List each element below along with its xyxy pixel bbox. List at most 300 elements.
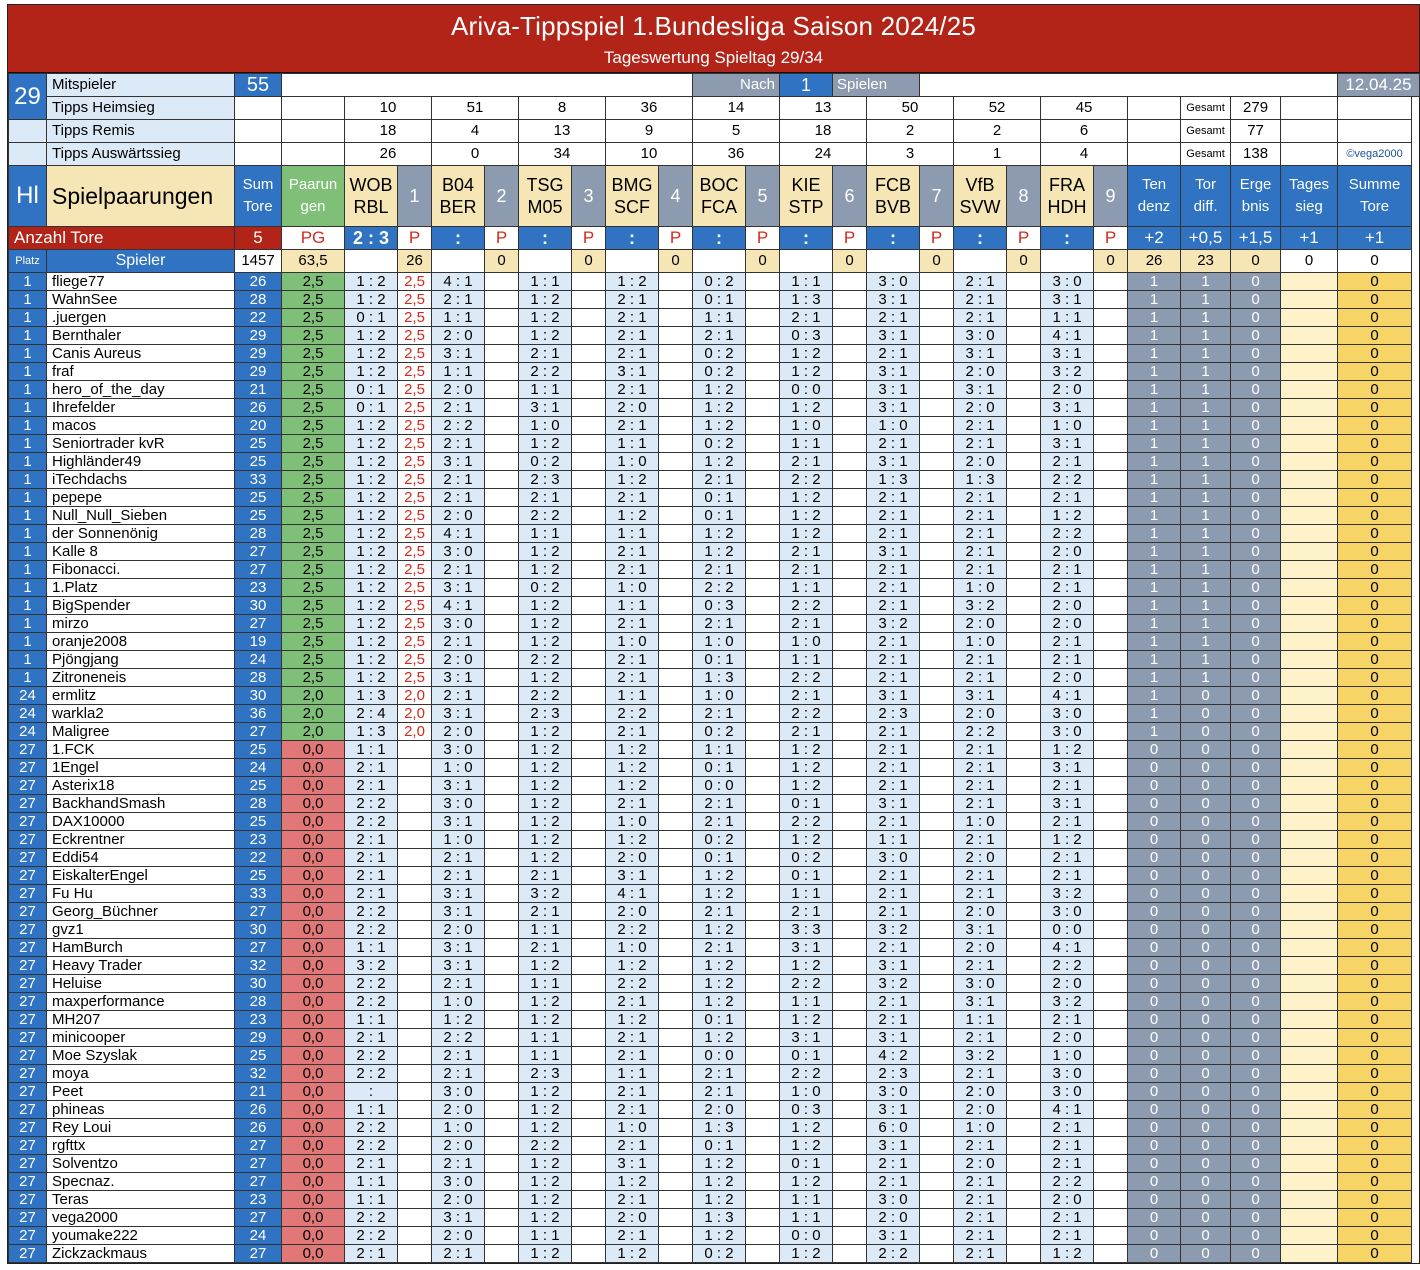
player-tip: 2 : 1 — [954, 867, 1007, 885]
player-tip: 1 : 2 — [693, 1191, 746, 1209]
blank — [1094, 939, 1128, 957]
player-tip: 1 : 1 — [867, 831, 920, 849]
blank — [659, 813, 693, 831]
player-tip: 2 : 1 — [693, 561, 746, 579]
player-tip: 1 : 0 — [867, 417, 920, 435]
blank — [1094, 813, 1128, 831]
player-tip: 2 : 1 — [867, 759, 920, 777]
blank — [572, 705, 606, 723]
ergebnis-points: +1,5 — [1231, 227, 1281, 250]
player-ergebnis: 0 — [1231, 867, 1281, 885]
blank — [659, 1173, 693, 1191]
player-tordiff: 0 — [1181, 1029, 1231, 1047]
p-label: P — [833, 227, 867, 250]
blank — [833, 975, 867, 993]
player-sum-tore: 24 — [235, 651, 282, 669]
player-tip: 2 : 1 — [867, 345, 920, 363]
summe-l2: Tore — [1359, 198, 1390, 215]
player-name: Kalle 8 — [47, 543, 235, 561]
blank — [920, 345, 954, 363]
blank — [485, 291, 519, 309]
player-summe: 0 — [1338, 777, 1412, 795]
blank — [659, 363, 693, 381]
player-pg: 2,5 — [282, 273, 345, 291]
player-tip: 1 : 2 — [780, 399, 833, 417]
player-points — [398, 1191, 432, 1209]
player-tip: 2 : 2 — [1041, 525, 1094, 543]
player-ergebnis: 0 — [1231, 417, 1281, 435]
player-sum-tore: 27 — [235, 903, 282, 921]
totals-sum: 1457 — [235, 250, 282, 273]
totals-p: 0 — [1007, 250, 1041, 273]
player-tip: 2 : 2 — [519, 687, 572, 705]
player-ergebnis: 0 — [1231, 813, 1281, 831]
blank — [833, 1065, 867, 1083]
player-summe: 0 — [1338, 903, 1412, 921]
blank — [833, 867, 867, 885]
player-tip: 0 : 2 — [780, 849, 833, 867]
blank — [920, 471, 954, 489]
blank — [572, 1209, 606, 1227]
blank — [659, 723, 693, 741]
player-rank: 27 — [9, 1047, 47, 1065]
player-tagessieg — [1281, 723, 1338, 741]
player-tip: 1 : 2 — [606, 957, 659, 975]
blank — [920, 831, 954, 849]
game-teams-3 — [519, 166, 572, 227]
player-tendenz: 0 — [1128, 741, 1181, 759]
player-tip: 2 : 1 — [606, 489, 659, 507]
info-row — [9, 74, 1420, 97]
player-tip: 2 : 1 — [432, 1245, 485, 1263]
player-row — [9, 813, 1420, 831]
player-points: 2,5 — [398, 291, 432, 309]
player-ergebnis: 0 — [1231, 687, 1281, 705]
blank — [485, 273, 519, 291]
player-tendenz: 1 — [1128, 615, 1181, 633]
blank — [572, 435, 606, 453]
player-tagessieg — [1281, 1245, 1338, 1263]
player-tendenz: 0 — [1128, 993, 1181, 1011]
player-tip: 0 : 1 — [693, 1137, 746, 1155]
blank — [920, 1065, 954, 1083]
blank — [485, 813, 519, 831]
blank — [833, 399, 867, 417]
player-rank: 1 — [9, 561, 47, 579]
nach-label: Nach — [693, 74, 780, 97]
blank — [920, 651, 954, 669]
player-tendenz: 0 — [1128, 1245, 1181, 1263]
player-tip: 2 : 0 — [867, 1209, 920, 1227]
player-tip: 2 : 1 — [432, 1047, 485, 1065]
blank — [659, 309, 693, 327]
blank — [920, 975, 954, 993]
player-tordiff: 1 — [1181, 291, 1231, 309]
player-tip: 1 : 0 — [780, 417, 833, 435]
blank — [833, 561, 867, 579]
blank — [659, 957, 693, 975]
blank — [920, 1137, 954, 1155]
player-points — [398, 1047, 432, 1065]
player-tip: 1 : 2 — [693, 417, 746, 435]
player-tip: 3 : 1 — [867, 1101, 920, 1119]
player-tagessieg — [1281, 273, 1338, 291]
player-pg: 0,0 — [282, 1137, 345, 1155]
blank — [746, 417, 780, 435]
copyright: ©vega2000 — [1338, 143, 1412, 166]
player-row — [9, 939, 1420, 957]
player-name: Seniortrader kvR — [47, 435, 235, 453]
player-pg: 0,0 — [282, 795, 345, 813]
blank — [659, 417, 693, 435]
blank — [920, 1173, 954, 1191]
player-pg: 2,5 — [282, 435, 345, 453]
gesamt-value: 77 — [1231, 120, 1281, 143]
p-label: P — [659, 227, 693, 250]
blank — [1094, 759, 1128, 777]
player-row — [9, 705, 1420, 723]
player-name: Null_Null_Sieben — [47, 507, 235, 525]
player-tip: 2 : 1 — [606, 723, 659, 741]
blank — [235, 143, 282, 166]
player-tip: 1 : 0 — [780, 1083, 833, 1101]
player-ergebnis: 0 — [1231, 1029, 1281, 1047]
player-tip: 2 : 0 — [432, 723, 485, 741]
blank — [746, 885, 780, 903]
blank — [1094, 1101, 1128, 1119]
blank — [1094, 597, 1128, 615]
blank — [920, 561, 954, 579]
player-row — [9, 1083, 1420, 1101]
blank — [1007, 957, 1041, 975]
player-sum-tore: 23 — [235, 1191, 282, 1209]
player-rank: 27 — [9, 975, 47, 993]
player-tendenz: 1 — [1128, 471, 1181, 489]
player-tagessieg — [1281, 867, 1338, 885]
player-tip: 2 : 2 — [345, 1227, 398, 1245]
player-tip: 2 : 2 — [345, 1047, 398, 1065]
blank — [1094, 885, 1128, 903]
player-tip: 1 : 2 — [519, 831, 572, 849]
player-pg: 2,5 — [282, 525, 345, 543]
player-name: Maligree — [47, 723, 235, 741]
blank — [659, 867, 693, 885]
player-tip: 1 : 2 — [519, 1173, 572, 1191]
blank — [1007, 1155, 1041, 1173]
player-ergebnis: 0 — [1231, 795, 1281, 813]
player-rank: 27 — [9, 1155, 47, 1173]
player-tagessieg — [1281, 1155, 1338, 1173]
blank — [746, 849, 780, 867]
blank — [1094, 795, 1128, 813]
blank — [1338, 120, 1412, 143]
player-name: WahnSee — [47, 291, 235, 309]
stats-value: 18 — [780, 120, 867, 143]
blank — [746, 723, 780, 741]
player-tip: 2 : 1 — [954, 1173, 1007, 1191]
player-summe: 0 — [1338, 723, 1412, 741]
blank — [1007, 759, 1041, 777]
blank — [572, 291, 606, 309]
player-tip: 1 : 0 — [606, 1119, 659, 1137]
player-tip: 0 : 2 — [693, 831, 746, 849]
blank — [1007, 579, 1041, 597]
player-name: Specnaz. — [47, 1173, 235, 1191]
blank — [659, 597, 693, 615]
player-tip: 1 : 2 — [1041, 741, 1094, 759]
player-row — [9, 651, 1420, 669]
player-tip: 2 : 1 — [606, 795, 659, 813]
player-tip: 2 : 1 — [954, 273, 1007, 291]
blank — [572, 471, 606, 489]
blank — [920, 309, 954, 327]
player-ergebnis: 0 — [1231, 651, 1281, 669]
blank — [1094, 669, 1128, 687]
player-tip: 2 : 0 — [954, 705, 1007, 723]
player-tip: 1 : 2 — [519, 1209, 572, 1227]
away-team: STP — [788, 197, 824, 217]
blank — [1094, 453, 1128, 471]
blank — [746, 921, 780, 939]
blank — [659, 885, 693, 903]
player-tordiff: 0 — [1181, 1065, 1231, 1083]
blank — [432, 250, 485, 273]
player-tip: 3 : 2 — [867, 615, 920, 633]
player-tip: 3 : 1 — [867, 957, 920, 975]
player-tip: 0 : 1 — [693, 1011, 746, 1029]
player-tip: 2 : 3 — [867, 1065, 920, 1083]
player-tendenz: 1 — [1128, 651, 1181, 669]
player-tip: 2 : 1 — [867, 885, 920, 903]
blank — [833, 849, 867, 867]
player-tip: 2 : 1 — [693, 939, 746, 957]
player-tip: 1 : 2 — [519, 813, 572, 831]
player-pg: 2,5 — [282, 345, 345, 363]
player-tagessieg — [1281, 993, 1338, 1011]
player-name: HamBurch — [47, 939, 235, 957]
blank — [746, 1065, 780, 1083]
player-tordiff: 1 — [1181, 597, 1231, 615]
player-row — [9, 1227, 1420, 1245]
player-rank: 27 — [9, 1011, 47, 1029]
gen-label: gen — [300, 198, 326, 215]
blank — [1094, 1227, 1128, 1245]
player-name: phineas — [47, 1101, 235, 1119]
player-ergebnis: 0 — [1231, 507, 1281, 525]
player-tip: 2 : 0 — [954, 1083, 1007, 1101]
player-tendenz: 0 — [1128, 903, 1181, 921]
player-row — [9, 723, 1420, 741]
blank — [572, 651, 606, 669]
player-tip: 0 : 1 — [693, 759, 746, 777]
blank — [746, 1029, 780, 1047]
player-tip: 2 : 1 — [954, 417, 1007, 435]
game-teams-7 — [867, 166, 920, 227]
blank — [572, 723, 606, 741]
player-tip: 1 : 2 — [780, 759, 833, 777]
player-tendenz: 1 — [1128, 345, 1181, 363]
player-rank: 1 — [9, 525, 47, 543]
player-tip: 2 : 0 — [1041, 597, 1094, 615]
player-ergebnis: 0 — [1231, 1191, 1281, 1209]
blank — [1007, 651, 1041, 669]
player-tip: 2 : 2 — [345, 1065, 398, 1083]
blank — [833, 543, 867, 561]
player-tip: 2 : 1 — [519, 489, 572, 507]
blank — [485, 1137, 519, 1155]
player-tip: 1 : 2 — [345, 633, 398, 651]
result-7: : — [867, 227, 920, 250]
score-table — [8, 73, 1420, 1263]
player-summe: 0 — [1338, 939, 1412, 957]
player-tip: 1 : 2 — [345, 363, 398, 381]
player-tip: 1 : 2 — [780, 741, 833, 759]
player-sum-tore: 26 — [235, 273, 282, 291]
player-tip: 0 : 1 — [780, 1047, 833, 1065]
player-pg: 2,0 — [282, 723, 345, 741]
player-ergebnis: 0 — [1231, 273, 1281, 291]
blank — [606, 250, 659, 273]
blank — [746, 705, 780, 723]
player-pg: 0,0 — [282, 759, 345, 777]
player-rank: 1 — [9, 399, 47, 417]
stats-value: 1 — [954, 143, 1041, 166]
player-tip: 2 : 0 — [606, 1209, 659, 1227]
player-rank: 24 — [9, 705, 47, 723]
player-tip: 1 : 2 — [606, 507, 659, 525]
blank — [746, 345, 780, 363]
player-name: iTechdachs — [47, 471, 235, 489]
player-tip: 2 : 1 — [867, 669, 920, 687]
player-tip: 1 : 2 — [345, 345, 398, 363]
player-row — [9, 1191, 1420, 1209]
player-tip: 2 : 0 — [954, 615, 1007, 633]
player-sum-tore: 28 — [235, 993, 282, 1011]
player-summe: 0 — [1338, 1137, 1412, 1155]
player-tip: 0 : 1 — [693, 291, 746, 309]
player-tip: 1 : 1 — [606, 597, 659, 615]
player-tip: 3 : 0 — [432, 1083, 485, 1101]
player-row — [9, 921, 1420, 939]
player-tendenz: 1 — [1128, 507, 1181, 525]
player-pg: 2,5 — [282, 597, 345, 615]
player-row — [9, 867, 1420, 885]
player-tip: 1 : 1 — [780, 435, 833, 453]
player-name: BackhandSmash — [47, 795, 235, 813]
game-number: 9 — [1094, 166, 1128, 227]
player-name: Peet — [47, 1083, 235, 1101]
blank — [485, 1227, 519, 1245]
blank — [833, 309, 867, 327]
blank — [920, 1155, 954, 1173]
player-summe: 0 — [1338, 435, 1412, 453]
player-tagessieg — [1281, 435, 1338, 453]
blank — [1338, 97, 1412, 120]
player-tendenz: 1 — [1128, 381, 1181, 399]
player-tip: 1 : 2 — [780, 507, 833, 525]
blank — [1094, 1245, 1128, 1263]
player-ergebnis: 0 — [1231, 345, 1281, 363]
player-tip: 3 : 1 — [1041, 291, 1094, 309]
player-tagessieg — [1281, 309, 1338, 327]
player-tagessieg — [1281, 1227, 1338, 1245]
player-rank: 1 — [9, 507, 47, 525]
player-tip: 2 : 1 — [345, 867, 398, 885]
player-tip: 2 : 0 — [606, 849, 659, 867]
player-tip: 1 : 2 — [1041, 831, 1094, 849]
player-rank: 1 — [9, 669, 47, 687]
blank — [485, 543, 519, 561]
blank — [572, 1191, 606, 1209]
player-name: Zickzackmaus — [47, 1245, 235, 1263]
blank — [746, 309, 780, 327]
player-tip: 1 : 2 — [345, 453, 398, 471]
blank — [1007, 975, 1041, 993]
player-tip: 4 : 1 — [1041, 939, 1094, 957]
blank — [659, 435, 693, 453]
blank — [1007, 489, 1041, 507]
result-9: : — [1041, 227, 1094, 250]
player-tip: 2 : 0 — [954, 453, 1007, 471]
player-rank: 1 — [9, 273, 47, 291]
player-tagessieg — [1281, 327, 1338, 345]
player-tip: 2 : 1 — [867, 561, 920, 579]
player-name: Fu Hu — [47, 885, 235, 903]
away-team: BVB — [875, 197, 912, 217]
blank — [833, 1101, 867, 1119]
player-tip: 1 : 0 — [954, 813, 1007, 831]
player-name: BigSpender — [47, 597, 235, 615]
player-tordiff: 1 — [1181, 273, 1231, 291]
player-tip: 1 : 1 — [954, 1011, 1007, 1029]
player-sum-tore: 29 — [235, 345, 282, 363]
player-tip: 0 : 1 — [345, 309, 398, 327]
stats-value: 18 — [345, 120, 432, 143]
player-tip: 1 : 2 — [345, 651, 398, 669]
blank — [920, 453, 954, 471]
player-sum-tore: 26 — [235, 1119, 282, 1137]
blank — [746, 1245, 780, 1263]
player-pg: 2,0 — [282, 705, 345, 723]
blank — [746, 1227, 780, 1245]
player-tip: 1 : 2 — [606, 1011, 659, 1029]
blank — [1094, 687, 1128, 705]
player-tendenz: 1 — [1128, 453, 1181, 471]
gesamt-value: 138 — [1231, 143, 1281, 166]
blank — [485, 381, 519, 399]
blank — [833, 615, 867, 633]
player-tip: 1 : 0 — [693, 687, 746, 705]
player-tip: 2 : 2 — [345, 921, 398, 939]
player-points — [398, 1173, 432, 1191]
player-tordiff: 0 — [1181, 1101, 1231, 1119]
player-tip: 1 : 1 — [693, 309, 746, 327]
player-tip: 0 : 1 — [780, 795, 833, 813]
player-tip: 1 : 0 — [606, 633, 659, 651]
player-tip: 2 : 1 — [954, 651, 1007, 669]
player-tip: 2 : 2 — [519, 1137, 572, 1155]
player-tendenz: 1 — [1128, 327, 1181, 345]
player-row — [9, 309, 1420, 327]
player-tip: 2 : 1 — [1041, 1209, 1094, 1227]
player-points: 2,5 — [398, 309, 432, 327]
player-points — [398, 1209, 432, 1227]
player-tip: 0 : 0 — [780, 381, 833, 399]
player-tagessieg — [1281, 1101, 1338, 1119]
player-tip: 2 : 1 — [1041, 453, 1094, 471]
sheet-subtitle: Tageswertung Spieltag 29/34 — [603, 48, 824, 67]
player-tagessieg — [1281, 345, 1338, 363]
